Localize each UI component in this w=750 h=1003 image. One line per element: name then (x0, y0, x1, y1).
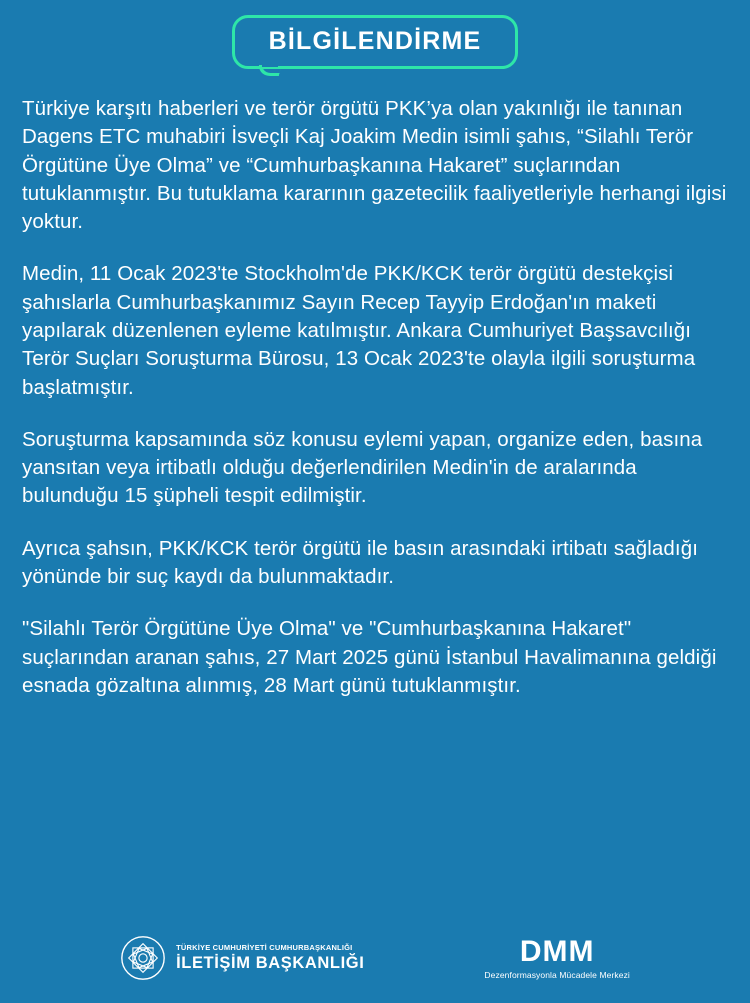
dmm-logo (484, 934, 630, 980)
communications-directorate-logo (120, 935, 364, 981)
paragraph: Türkiye karşıtı haberleri ve terör örgütü PKK’ya olan yakınlığı ile tanınan Dagens ETC muhabiri İsveçli Kaj Joakim Medin isimli şahıs, “Silahlı Terör Örgütüne Üye Olma” ve “Cumhurbaşkanına Hakaret” suçlarından tutuklanmıştır. Bu tutuklama kararının gazetecilik faaliyetleriyle herhangi ilgisi yoktur. (22, 97, 727, 234)
turkey-presidency-emblem-icon (120, 935, 166, 981)
paragraph: Soruşturma kapsamında söz konusu eylemi yapan, organize eden, basına yansıtan veya irtibatlı olduğu değerlendirilen Medin'in de aralarında bulunduğu 15 şüpheli tespit edilmiştir. (22, 427, 703, 508)
footer (0, 935, 750, 981)
paragraph: Medin, 11 Ocak 2023'te Stockholm'de PKK/KCK terör örgütü destekçisi şahıslarla Cumhurbaşkanımız Sayın Recep Tayyip Erdoğan'ın maketi yapılarak düzenlenen eyleme katılmıştır. Ankara Cumhuriyet Başsavcılığı Terör Suçları Soruşturma Bürosu, 13 Ocak 2023'te olayla ilgili soruşturma başlatmıştır. (22, 262, 696, 399)
paragraph: Ayrıca şahsın, PKK/KCK terör örgütü ile basın arasındaki irtibatı sağladığı yönünde bir suç kaydı da bulunmaktadır. (22, 536, 698, 588)
logo-top-line: TÜRKİYE CUMHURİYETİ CUMHURBAŞKANLIĞI (176, 943, 353, 953)
info-badge-label: BİLGİLENDİRME (268, 27, 482, 55)
speech-bubble-tail-icon (259, 65, 281, 83)
dmm-subtitle: Dezenformasyonla Mücadele Merkezi (484, 969, 630, 980)
dmm-wordmark: DMM (519, 934, 595, 968)
article-body (0, 69, 750, 700)
paragraph: "Silahlı Terör Örgütüne Üye Olma" ve "Cumhurbaşkanına Hakaret" suçlarından aranan şahıs, 27 Mart 2025 günü İstanbul Havalimanına geldiği esnada gözaltına alınmış, 28 Mart günü tutuklanmıştır. (22, 617, 717, 697)
info-badge (232, 15, 519, 69)
logo-text-block (176, 944, 364, 971)
badge-container (0, 0, 750, 69)
logo-main-line: İLETİŞİM BAŞKANLIĞI (176, 953, 365, 972)
